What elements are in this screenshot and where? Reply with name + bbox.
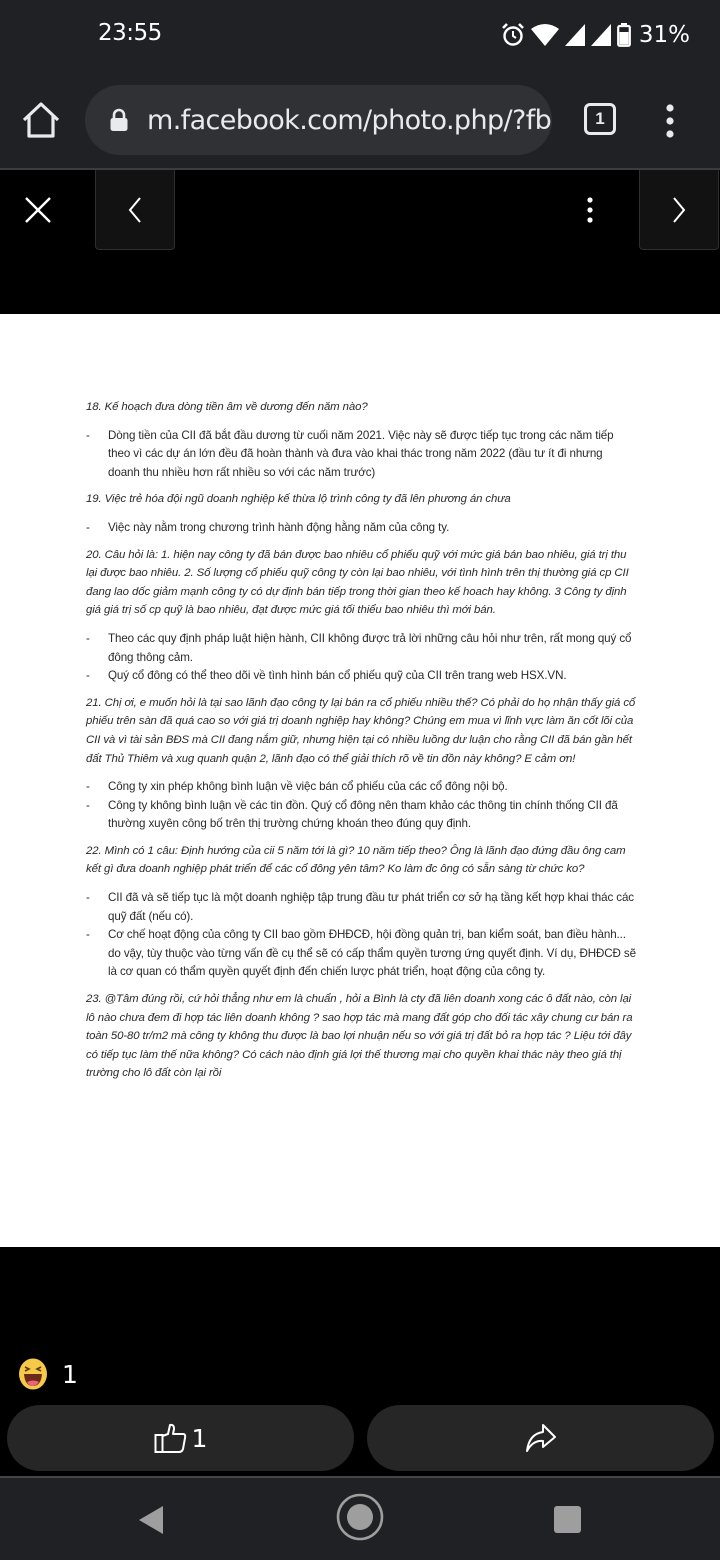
previous-photo-button[interactable] [95, 170, 175, 250]
document-question: 22. Mình có 1 câu: Định hướng của cii 5 năm tới là gì? 10 năm tiếp theo? Ông là lãnh đạo đứng đầu ông cam kết gì đưa doanh nghiệp phát triển để các cổ đông yên tâm? Ko làm đc ông có sẵn sàng từ chức ko? [86, 844, 626, 876]
share-icon [525, 1423, 557, 1453]
document-answer: - Công ty không bình luận về các tin đồn. Quý cổ đông nên tham khảo các thông tin chính thống CII đã thường xuyên công bố trên thị trường chứng khoán theo đúng quy định. [86, 797, 636, 834]
status-icons [501, 20, 690, 50]
chevron-right-icon [671, 196, 687, 224]
document-answer: - Quý cổ đông có thể theo dõi về tình hình bán cổ phiếu quỹ của CII trên trang web HSX.VN. [86, 667, 636, 686]
alarm-icon [501, 22, 525, 48]
tab-switcher-button[interactable] [584, 103, 616, 135]
battery-icon [617, 23, 631, 47]
browser-menu-icon[interactable] [660, 102, 680, 140]
photo-options-icon[interactable] [580, 196, 600, 224]
share-button[interactable] [367, 1405, 714, 1471]
document-answer-list [86, 778, 636, 834]
document-answer-list [86, 630, 636, 686]
status-time: 23:55 [98, 20, 162, 46]
reaction-count: 1 [62, 1359, 78, 1389]
browser-toolbar [0, 70, 720, 168]
document-question: 21. Chị ơi, e muốn hỏi là tại sao lãnh đạo công ty lại bán ra cổ phiếu nhiều thế? Có phải do họ nhận thấy giá cổ phiếu trên sàn đã quá cao so với giá trị doanh nghiệp hay không? Chúng em mua vì lĩnh vực làm ăn cốt lõi của CII và vì tài sản BĐS mà CII đang nắm giữ, nhưng hiện tại có nhiều luồng dư luận cho rằng CII đã bán gần hết đất Thủ Thiêm và xug quanh quận 2, lãnh đạo có thể giải thích rõ về tin đồn này không? E cảm ơn! [86, 696, 636, 765]
next-photo-button[interactable] [639, 170, 719, 250]
document-content [86, 398, 636, 1093]
close-icon[interactable] [20, 192, 56, 228]
document-answer: - Theo các quy định pháp luật hiện hành, CII không được trả lời những câu hỏi như trên, rất mong quý cổ đông thông cảm. [86, 630, 636, 667]
nav-home-icon[interactable] [335, 1492, 385, 1542]
document-answer-list [86, 427, 636, 483]
nav-back-icon[interactable] [137, 1504, 165, 1536]
lock-icon [109, 108, 129, 132]
signal-icon [591, 24, 611, 46]
document-answer-list [86, 889, 636, 982]
like-button[interactable] [7, 1405, 354, 1471]
status-bar [0, 0, 720, 70]
nav-recents-icon[interactable] [554, 1506, 581, 1533]
document-question: 18. Kế hoạch đưa dòng tiền âm về dương đến năm nào? [86, 401, 368, 413]
haha-reaction-icon [18, 1358, 48, 1390]
chevron-left-icon [127, 196, 143, 224]
document-answer: - Việc này nằm trong chương trình hành động hằng năm của công ty. [86, 519, 636, 538]
document-answer: - CII đã và sẽ tiếp tục là một doanh nghiệp tập trung đầu tư phát triển cơ sở hạ tầng kết hợp khai thác các quỹ đất (nếu có). [86, 889, 636, 926]
photo-viewer-header [0, 170, 720, 314]
document-answer: - Công ty xin phép không bình luận về việc bán cổ phiếu của các cổ đông nội bộ. [86, 778, 636, 797]
document-photo[interactable] [0, 314, 720, 1247]
reactions-summary[interactable] [18, 1358, 78, 1390]
document-question: 23. @Tâm đúng rồi, cứ hỏi thẳng như em là chuẩn , hỏi a Bình là cty đã liên doanh xong các ô đất nào, còn lại lô nào chưa đem đi hợp tác liên doanh không ? sao hợp tác mà mang đất góp cho đối tác xây chung cư bán ra toàn 50-80 tr/m2 mà công ty không thu được là bao lợi nhuận nếu so với giá trị đất bỏ ra hợp tác ? Liệu tới đây có tiếp tục làm thế nữa không? Có cách nào định giá lợi thế thương mại cho quyền khai thác này theo giá thị trường cho lô đất còn lại rồi [86, 993, 633, 1080]
thumbs-up-icon [154, 1422, 188, 1454]
document-answer-list [86, 519, 636, 538]
document-answer: - Dòng tiền của CII đã bắt đầu dương từ cuối năm 2021. Việc này sẽ được tiếp tục trong các năm tiếp theo vì các dự án lớn đều đã hoàn thành và đưa vào khai thác trong năm 2022 (đầu tư ít đi nhưng doanh thu nhiều hơn rất nhiều so với các năm trước) [86, 427, 636, 483]
url-text[interactable]: m.facebook.com/photo.php/?fb [147, 104, 552, 136]
wifi-icon [531, 24, 559, 46]
tab-count: 1 [595, 109, 605, 128]
battery-percent: 31% [638, 22, 690, 48]
document-question: 19. Việc trẻ hóa đội ngũ doanh nghiệp kế thừa lộ trình công ty đã lên phương án chưa [86, 493, 511, 506]
like-count: 1 [191, 1423, 208, 1453]
system-nav-bar [0, 1478, 720, 1560]
signal-icon [565, 24, 585, 46]
url-bar[interactable] [85, 85, 552, 155]
document-answer: - Cơ chế hoạt động của công ty CII bao gồm ĐHĐCĐ, hội đồng quản trị, ban kiểm soát, ban điều hành... do vậy, tùy thuộc vào từng vấn đề cụ thể sẽ có cấp thẩm quyền tương ứng quyết định. Ví dụ, ĐHĐCĐ sẽ là cơ quan có thẩm quyền quyết định đến chiến lược phát triển, hoạt động của công ty. [86, 926, 636, 982]
document-question: 20. Câu hỏi là: 1. hiện nay công ty đã bán được bao nhiêu cổ phiếu quỹ với mức giá bán bao nhiêu, giá trị thu lại được bao nhiêu. 2. Số lượng cổ phiếu quỹ công ty còn lại bao nhiêu, với tình hình trên thị thường giá cp CII đang lao dốc giảm mạnh công ty có dự định bán tiếp trong thời gian theo kế hoach hay không. 3 Công ty định giá giá trị số cp quỹ là bao nhiêu, đạt được mức giá tối thiểu bao nhiêu thì mới bán. [86, 548, 629, 617]
home-icon[interactable] [20, 100, 62, 140]
